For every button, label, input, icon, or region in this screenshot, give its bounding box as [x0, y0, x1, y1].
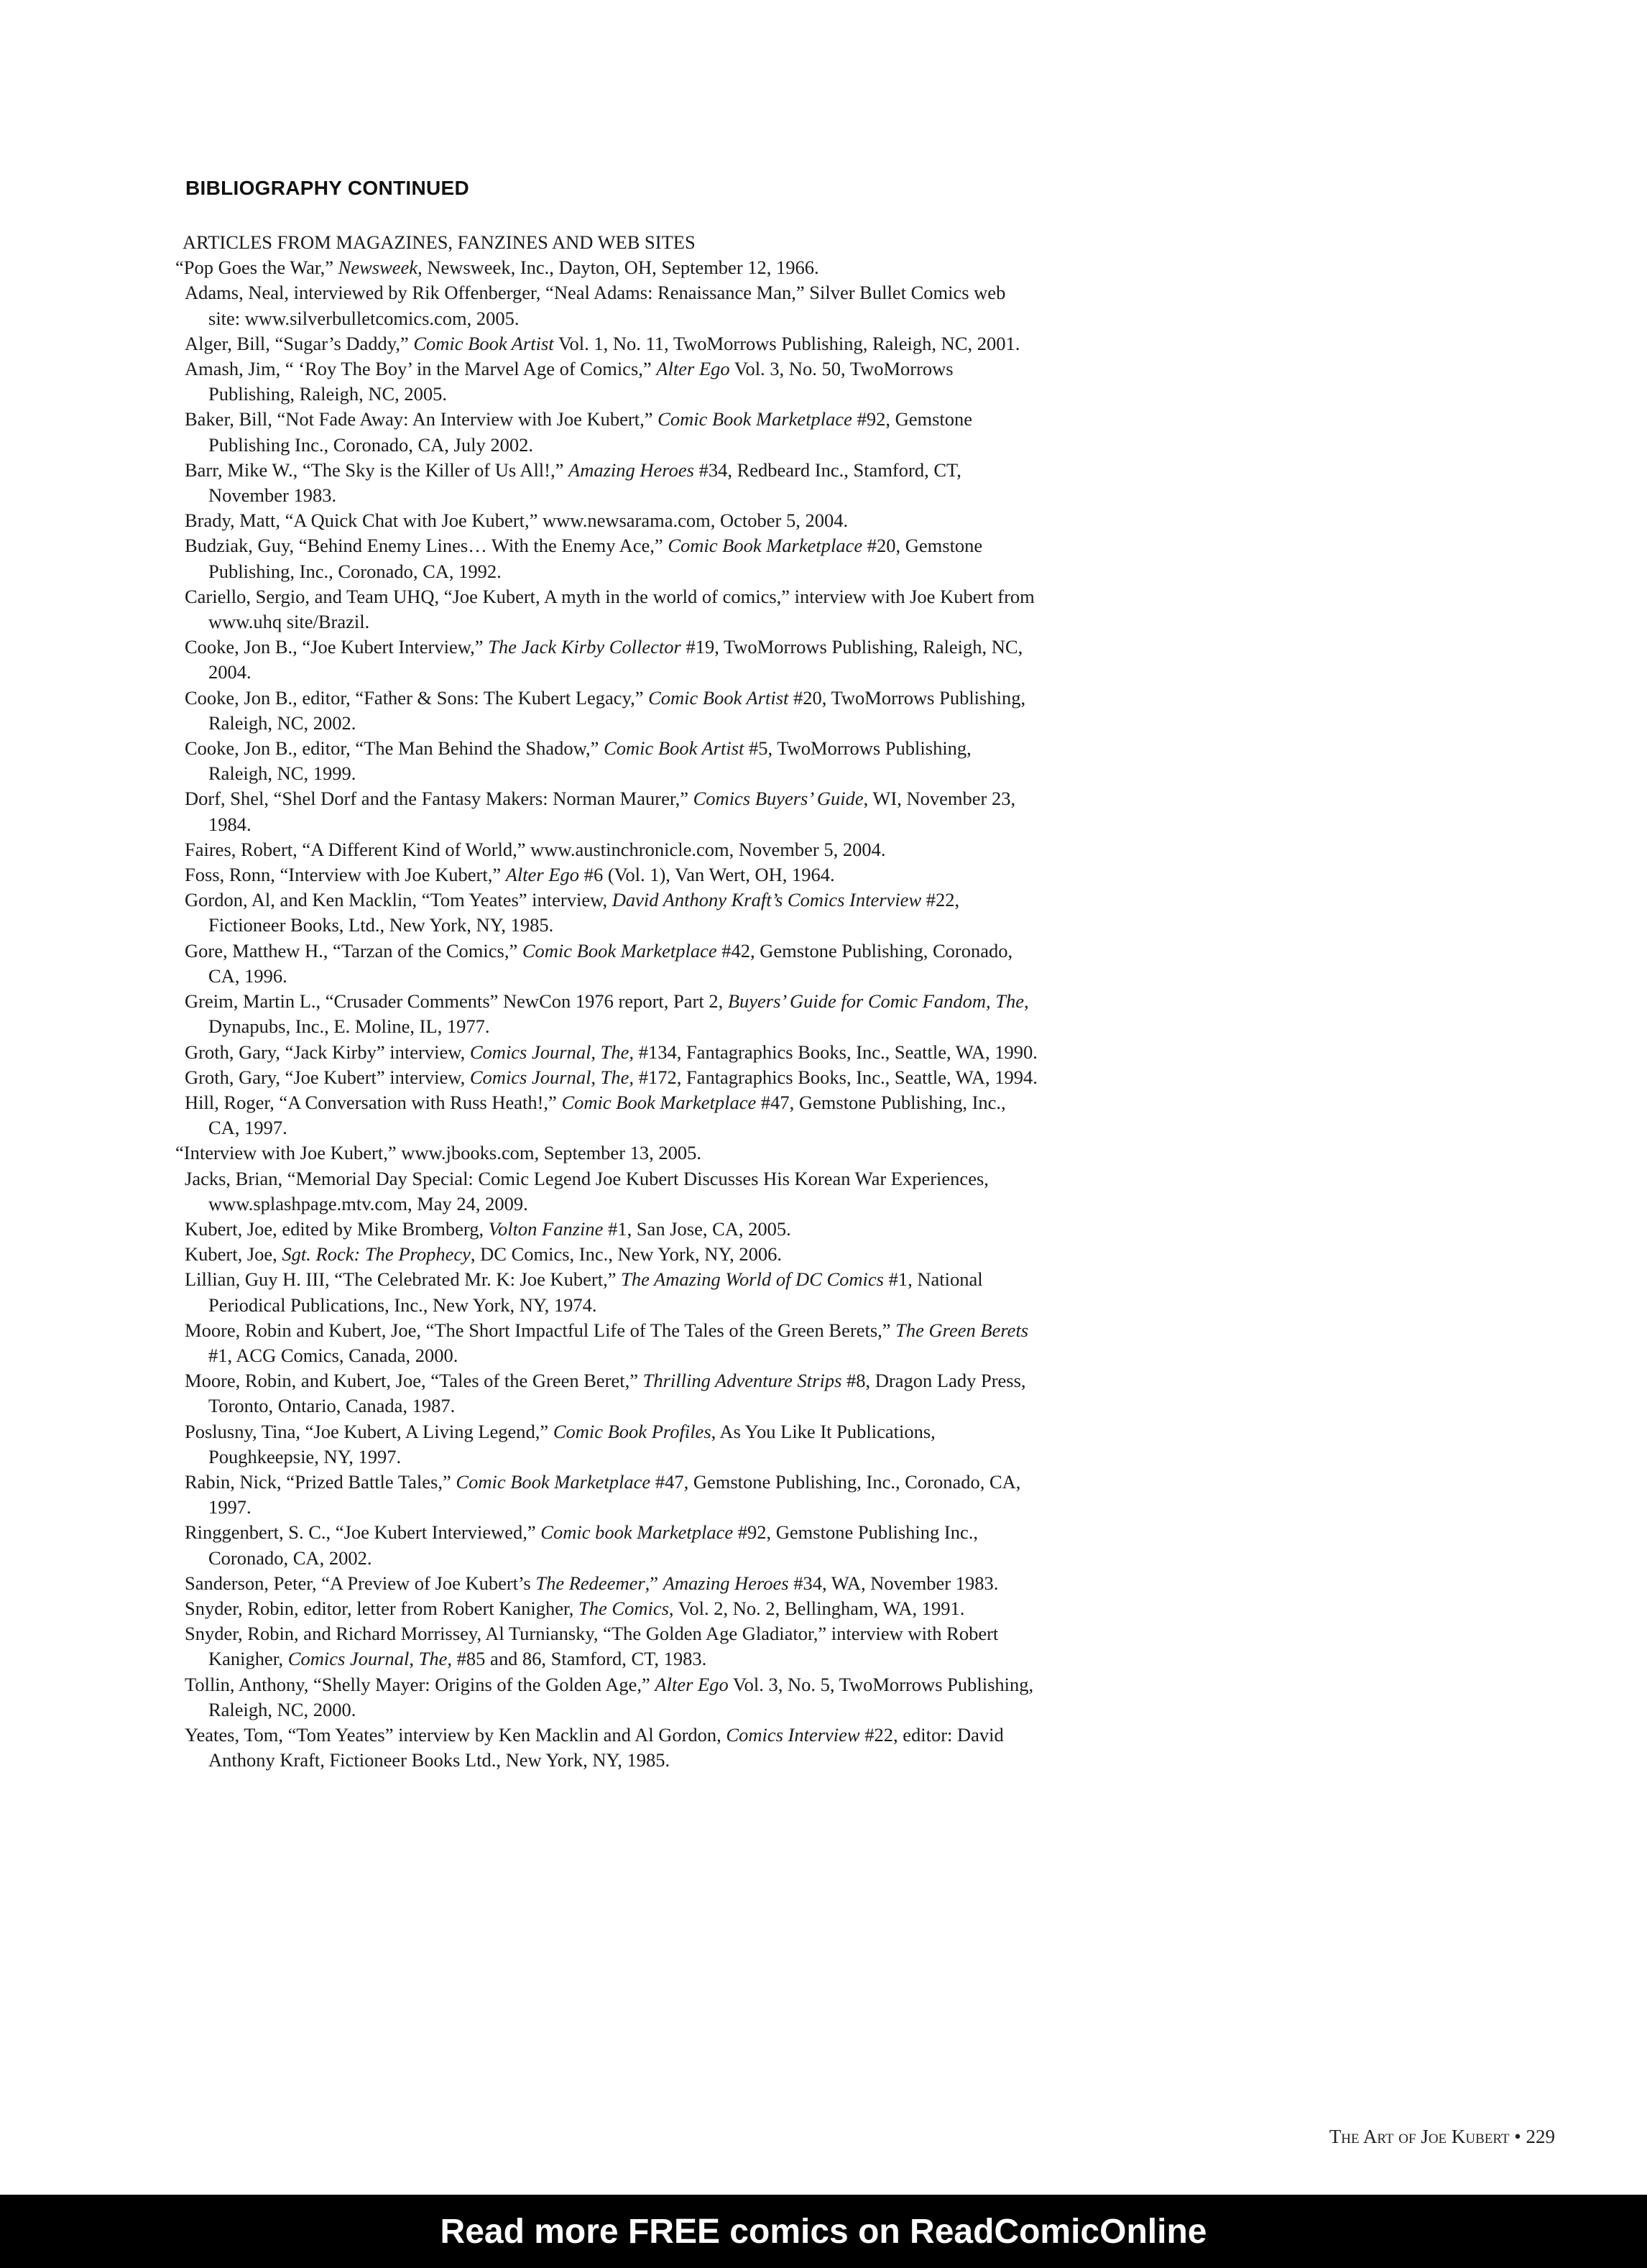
entry-text: Newsweek, Inc., Dayton, OH, September 12, 1966. [422, 257, 819, 279]
entry-title-italic: Newsweek, [338, 257, 423, 279]
entry-title-italic: Comics Journal, The, [287, 1648, 452, 1670]
entry-text: Jacks, Brian, “Memorial Day Special: Comic Legend Joe Kubert Discusses His Korean War Experiences, www.splashpage.mtv.com, May 24, 2009. [185, 1167, 989, 1214]
entry-text: #1, ACG Comics, Canada, 2000. [208, 1344, 458, 1366]
entry-text: Rabin, Nick, “Prized Battle Tales,” [185, 1470, 456, 1493]
bibliography-entry [175, 635, 1038, 685]
entry-title-italic: Comics Buyers’ Guide [693, 788, 864, 810]
entry-text: Cooke, Jon B., “Joe Kubert Interview,” [185, 636, 489, 658]
entry-text: Snyder, Robin, and Richard Morrissey, Al Turniansky, “The Golden Age Gladiator,” interview with Robert Kanigher, [185, 1623, 999, 1670]
bibliography-entry [175, 1520, 1038, 1570]
entry-text: Groth, Gary, “Joe Kubert” interview, [185, 1066, 470, 1088]
entry-text: Gordon, Al, and Ken Macklin, “Tom Yeates” interview, [185, 889, 612, 911]
entry-text: Budziak, Guy, “Behind Enemy Lines… With the Enemy Ace,” [185, 535, 668, 557]
entry-title-italic: Alter Ego [655, 1673, 729, 1695]
entry-text: “Interview with Joe Kubert,” www.jbooks.com, September 13, 2005. [175, 1142, 702, 1164]
entry-title-italic: The Amazing World of DC Comics [621, 1268, 884, 1291]
bibliography-entry [175, 280, 1038, 331]
entry-text: , Vol. 2, No. 2, Bellingham, WA, 1991. [668, 1597, 965, 1619]
entry-text: #92, Gemstone Publishing Inc., Coronado, CA, 2002. [208, 1521, 978, 1569]
bibliography-entry [175, 939, 1038, 989]
entry-title-italic: Amazing Heroes [568, 458, 694, 481]
entry-text: Tollin, Anthony, “Shelly Mayer: Origins of the Golden Age,” [185, 1673, 655, 1695]
entry-title-italic: Comic Book Marketplace [456, 1470, 651, 1493]
bibliography-entry [175, 407, 1038, 457]
entry-text: Hill, Roger, “A Conversation with Russ Heath!,” [185, 1091, 562, 1113]
page-heading: BIBLIOGRAPHY CONTINUED [185, 177, 469, 199]
entry-text: Kubert, Joe, [185, 1243, 282, 1266]
entry-title-italic: Comic Book Artist [413, 332, 554, 354]
footer-bullet: • [1514, 2126, 1521, 2147]
entry-text: Adams, Neal, interviewed by Rik Offenberger, “Neal Adams: Renaissance Man,” Silver Bullet Comics web site: www.silverbulletcomics.com, 2005. [185, 282, 1006, 329]
book-title: The Art of Joe Kubert [1329, 2126, 1510, 2147]
bibliography-entry [175, 508, 1038, 533]
page-footer [1329, 2126, 1555, 2148]
bibliography-entry [175, 1621, 1038, 1672]
entry-text: #172, Fantagraphics Books, Inc., Seattle, WA, 1994. [634, 1066, 1038, 1088]
entry-text: Groth, Gary, “Jack Kirby” interview, [185, 1041, 470, 1063]
entry-text: Ringgenbert, S. C., “Joe Kubert Interviewed,” [185, 1521, 541, 1544]
entry-title-italic: Comic book Marketplace [540, 1521, 734, 1544]
entry-title-italic: The Comics [578, 1597, 669, 1619]
entry-text: #92, Gemstone Publishing Inc., Coronado, CA, July 2002. [208, 408, 973, 456]
entry-text: “Pop Goes the War,” [175, 257, 338, 279]
entry-text: #1, San Jose, CA, 2005. [603, 1217, 791, 1240]
bibliography-entry [175, 1571, 1038, 1596]
entry-text: #42, Gemstone Publishing, Coronado, CA, 1996. [208, 939, 1013, 987]
entry-text: #34, Redbeard Inc., Stamford, CT, November 1983. [208, 458, 961, 507]
bibliography-entry [175, 1318, 1038, 1368]
entry-text: #134, Fantagraphics Books, Inc., Seattle, WA, 1990. [634, 1041, 1038, 1063]
entry-text: , As You Like It Publications, Poughkeepsie, NY, 1997. [208, 1420, 936, 1467]
entry-text: Faires, Robert, “A Different Kind of World,” www.austinchronicle.com, November 5, 2004. [185, 838, 886, 860]
entry-text: Foss, Ronn, “Interview with Joe Kubert,” [185, 864, 506, 886]
entry-title-italic: Comics Journal, The, [469, 1066, 635, 1088]
entry-title-italic: Comic Book Marketplace [658, 408, 852, 430]
bibliography-entry [175, 862, 1038, 888]
entry-title-italic: Comic Book Artist [648, 686, 789, 709]
entry-title-italic: Thrilling Adventure Strips [642, 1370, 842, 1392]
entry-text: , DC Comics, Inc., New York, NY, 2006. [470, 1243, 782, 1266]
bibliography-list [175, 230, 1038, 1773]
entry-text: Barr, Mike W., “The Sky is the Killer of Us All!,” [185, 458, 569, 481]
entry-text: Cooke, Jon B., editor, “The Man Behind the Shadow,” [185, 737, 604, 760]
bibliography-entry [175, 1090, 1038, 1140]
entry-title-italic: The Green Berets [895, 1319, 1029, 1341]
bibliography-entry [175, 1065, 1038, 1090]
entry-text: #20, TwoMorrows Publishing, Raleigh, NC, 2002. [208, 686, 1026, 734]
entry-text: #47, Gemstone Publishing, Inc., Coronado, CA, 1997. [208, 1470, 1021, 1518]
entry-title-italic: Comic Book Marketplace [522, 939, 717, 962]
bibliography-entry [175, 989, 1038, 1039]
page-number: 229 [1526, 2126, 1555, 2147]
entry-text: Dorf, Shel, “Shel Dorf and the Fantasy Makers: Norman Maurer,” [185, 788, 693, 810]
bibliography-entry [175, 584, 1038, 635]
bibliography-entry [175, 1470, 1038, 1520]
entry-text: #22, Fictioneer Books, Ltd., New York, NY, 1985. [208, 889, 960, 936]
bibliography-entry [175, 458, 1038, 508]
entry-text: #85 and 86, Stamford, CT, 1983. [451, 1648, 707, 1670]
entry-text: Kubert, Joe, edited by Mike Bromberg, [185, 1217, 489, 1240]
entry-text: #47, Gemstone Publishing, Inc., CA, 1997. [208, 1091, 1006, 1139]
entry-title-italic: Buyers’ Guide for Comic Fandom, The [727, 990, 1025, 1013]
promo-banner[interactable]: Read more FREE comics on ReadComicOnline [0, 2195, 1647, 2268]
bibliography-entry [175, 1040, 1038, 1065]
entry-title-italic: Comics Journal, The, [469, 1041, 635, 1063]
entry-text: #8, Dragon Lady Press, Toronto, Ontario, Canada, 1987. [208, 1370, 1026, 1417]
entry-text: Sanderson, Peter, “A Preview of Joe Kubert’s [185, 1572, 536, 1594]
bibliography-entry [175, 255, 1038, 280]
entry-title-italic: Volton Fanzine [488, 1217, 604, 1240]
entry-title-italic: Comic Book Artist [604, 737, 744, 760]
entry-title-italic: The Redeemer [535, 1572, 645, 1594]
entry-text: #20, Gemstone Publishing, Inc., Coronado, CA, 1992. [208, 535, 983, 582]
entry-title-italic: The Jack Kirby Collector [488, 636, 681, 658]
entry-title-italic: Comic Book Profiles [553, 1420, 711, 1442]
entry-title-italic: Comic Book Marketplace [668, 535, 863, 557]
entry-text: Vol. 1, No. 11, TwoMorrows Publishing, Raleigh, NC, 2001. [553, 332, 1020, 354]
entry-title-italic: Alter Ego [505, 864, 580, 886]
entries-container [175, 255, 1038, 1773]
entry-text: Moore, Robin, and Kubert, Joe, “Tales of the Green Beret,” [185, 1370, 643, 1392]
bibliography-entry [175, 686, 1038, 736]
entry-text: Alger, Bill, “Sugar’s Daddy,” [185, 332, 414, 354]
entry-text: Yeates, Tom, “Tom Yeates” interview by Ken Macklin and Al Gordon, [185, 1723, 726, 1746]
entry-text: Vol. 3, No. 5, TwoMorrows Publishing, Raleigh, NC, 2000. [208, 1673, 1034, 1720]
entry-text: Cooke, Jon B., editor, “Father & Sons: The Kubert Legacy,” [185, 686, 649, 709]
bibliography-entry [175, 1140, 1038, 1166]
entry-text: Lillian, Guy H. III, “The Celebrated Mr. K: Joe Kubert,” [185, 1268, 622, 1291]
section-subheading: ARTICLES FROM MAGAZINES, FANZINES AND WEB SITES [183, 231, 696, 253]
entry-text: #5, TwoMorrows Publishing, Raleigh, NC, 1999. [208, 737, 972, 785]
entry-title-italic: Comic Book Marketplace [561, 1091, 757, 1113]
bibliography-entry [175, 1166, 1038, 1217]
bibliography-entry [175, 888, 1038, 938]
bibliography-entry [175, 1596, 1038, 1621]
entry-text: , Dynapubs, Inc., E. Moline, IL, 1977. [208, 990, 1029, 1038]
entry-text: Snyder, Robin, editor, letter from Robert Kanigher, [185, 1597, 579, 1619]
bibliography-entry [175, 331, 1038, 356]
entry-text: Baker, Bill, “Not Fade Away: An Interview with Joe Kubert,” [185, 408, 658, 430]
entry-text: Brady, Matt, “A Quick Chat with Joe Kubert,” www.newsarama.com, October 5, 2004. [185, 510, 849, 532]
entry-text: #34, WA, November 1983. [788, 1572, 999, 1594]
entry-text: #6 (Vol. 1), Van Wert, OH, 1964. [579, 864, 835, 886]
entry-text: #1, National Periodical Publications, Inc., New York, NY, 1974. [208, 1268, 983, 1316]
bibliography-entry [175, 356, 1038, 407]
bibliography-entry [175, 1419, 1038, 1470]
entry-text: ,” [645, 1572, 663, 1594]
bibliography-entry [175, 1217, 1038, 1242]
bibliography-entry [175, 1368, 1038, 1419]
entry-text: Gore, Matthew H., “Tarzan of the Comics,” [185, 939, 522, 962]
bibliography-entry [175, 1242, 1038, 1267]
entry-title-italic: Sgt. Rock: The Prophecy [282, 1243, 471, 1266]
entry-text: #22, editor: David Anthony Kraft, Fictioneer Books Ltd., New York, NY, 1985. [208, 1723, 1004, 1771]
entry-text: Moore, Robin and Kubert, Joe, “The Short Impactful Life of The Tales of the Green Berets,” [185, 1319, 896, 1341]
entry-text: , WI, November 23, 1984. [208, 788, 1016, 835]
bibliography-entry [175, 736, 1038, 786]
entry-title-italic: Amazing Heroes [663, 1572, 789, 1594]
entry-text: Poslusny, Tina, “Joe Kubert, A Living Legend,” [185, 1420, 553, 1442]
bibliography-entry [175, 533, 1038, 584]
bibliography-entry [175, 786, 1038, 836]
entry-text: Greim, Martin L., “Crusader Comments” NewCon 1976 report, Part 2, [185, 990, 728, 1013]
entry-text: Cariello, Sergio, and Team UHQ, “Joe Kubert, A myth in the world of comics,” interview with Joe Kubert from www.uhq site/Brazil. [185, 585, 1035, 633]
bibliography-entry [175, 1267, 1038, 1317]
entry-title-italic: Comics Interview [726, 1723, 860, 1746]
entry-title-italic: Alter Ego [656, 358, 730, 380]
entry-text: #19, TwoMorrows Publishing, Raleigh, NC, 2004. [208, 636, 1023, 683]
entry-title-italic: David Anthony Kraft’s Comics Interview [612, 889, 922, 911]
entry-text: Amash, Jim, “ ‘Roy The Boy’ in the Marvel Age of Comics,” [185, 358, 657, 380]
bibliography-entry [175, 837, 1038, 862]
bibliography-entry [175, 1723, 1038, 1773]
bibliography-entry [175, 1672, 1038, 1723]
entry-text: Vol. 3, No. 50, TwoMorrows Publishing, Raleigh, NC, 2005. [208, 358, 954, 405]
